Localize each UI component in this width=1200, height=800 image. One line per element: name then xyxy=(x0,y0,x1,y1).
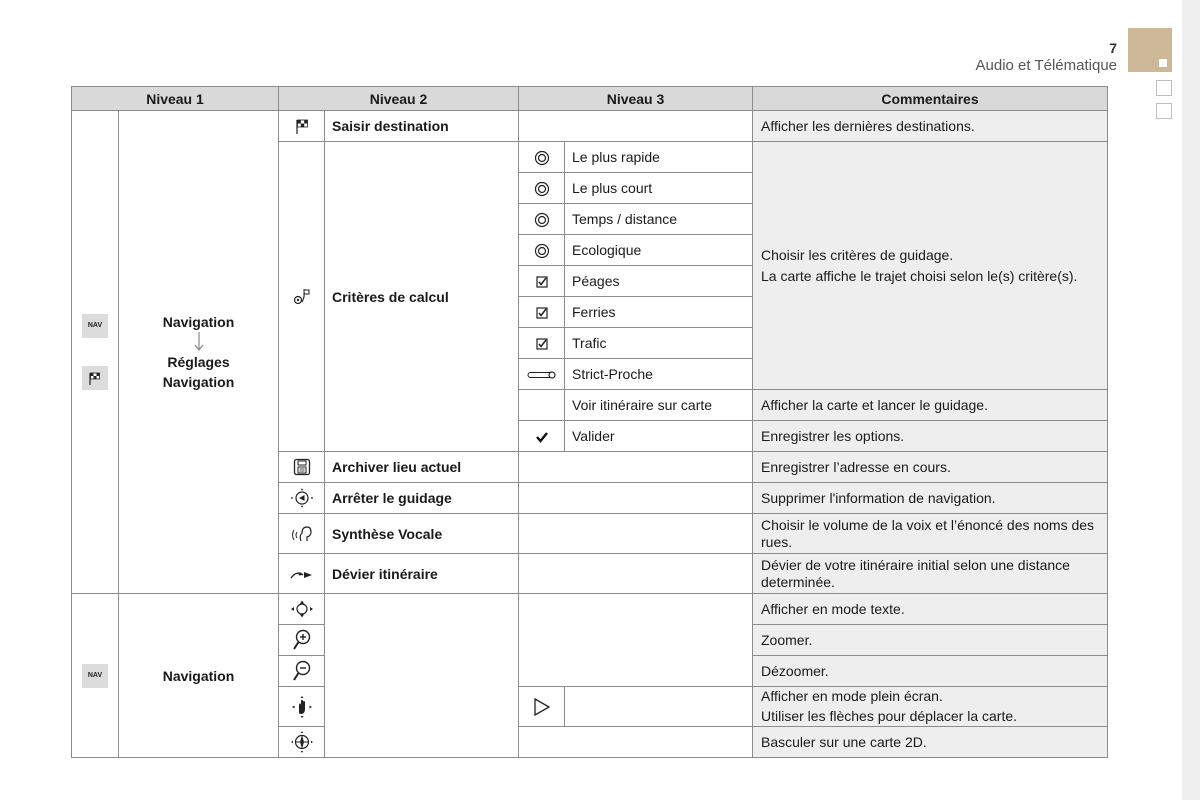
plein-ecran-line2: Utiliser les flèches pour déplacer la carte. xyxy=(761,708,1018,724)
table-header-row xyxy=(72,87,1108,111)
table-row xyxy=(72,111,1108,142)
checkered-flag-icon xyxy=(295,119,309,135)
nav-badge: NAV xyxy=(82,664,108,688)
empty-cell xyxy=(519,554,753,594)
level1-icons xyxy=(72,111,119,594)
table-row xyxy=(72,594,1108,625)
empty-cell xyxy=(519,594,753,687)
archiver-label[interactable]: Archiver lieu actuel xyxy=(325,452,519,483)
zoom-in-icon xyxy=(279,625,325,656)
chapter-tab xyxy=(1128,28,1172,72)
empty-cell xyxy=(519,727,753,758)
stop-guidance-icon xyxy=(279,483,325,514)
criteres-icon-cell xyxy=(279,142,325,452)
level1-navigation-reglages xyxy=(119,111,279,594)
criteres-comment-line2: La carte affiche le trajet choisi selon le(s) critère(s). xyxy=(761,267,1078,284)
checkbox-icon[interactable] xyxy=(519,328,565,359)
option-trafic[interactable]: Trafic xyxy=(565,328,753,359)
slider-icon[interactable] xyxy=(519,359,565,390)
page-number: 7 xyxy=(1109,40,1117,56)
devier-comment: Dévier de votre itinéraire initial selon une distance determinée. xyxy=(753,554,1108,594)
arreter-comment: Supprimer l'information de navigation. xyxy=(753,483,1108,514)
level1-navigation: Navigation xyxy=(119,594,279,758)
criteres-label[interactable]: Critères de calcul xyxy=(325,142,519,452)
option-plus-rapide[interactable]: Le plus rapide xyxy=(565,142,753,173)
empty-cell xyxy=(519,514,753,554)
carte-2d-comment: Basculer sur une carte 2D. xyxy=(753,727,1108,758)
checkbox-icon[interactable] xyxy=(519,266,565,297)
criteres-comment xyxy=(753,142,1108,390)
voir-itineraire-comment: Afficher la carte et lancer le guidage. xyxy=(753,390,1108,421)
synthese-comment: Choisir le volume de la voix et l’énoncé des noms des rues. xyxy=(753,514,1108,554)
move-arrows-icon xyxy=(279,594,325,625)
zoom-in-comment: Zoomer. xyxy=(753,625,1108,656)
compass-icon xyxy=(279,727,325,758)
valider-comment: Enregistrer les options. xyxy=(753,421,1108,452)
checkered-flag-icon xyxy=(82,366,108,390)
texte-comment: Afficher en mode texte. xyxy=(753,594,1108,625)
plein-ecran-comment xyxy=(753,687,1108,727)
checkmark-icon[interactable] xyxy=(519,421,565,452)
zoom-out-icon xyxy=(279,656,325,687)
radio-icon[interactable] xyxy=(519,204,565,235)
voice-icon xyxy=(279,514,325,554)
nav-badge: NAV xyxy=(82,314,108,338)
radio-icon[interactable] xyxy=(519,173,565,204)
save-icon xyxy=(279,452,325,483)
pan-hand-icon xyxy=(279,687,325,727)
level1-label-reglages: Réglages xyxy=(167,354,230,370)
devier-label[interactable]: Dévier itinéraire xyxy=(325,554,519,594)
header-niveau-2: Niveau 2 xyxy=(279,87,519,111)
header-niveau-3: Niveau 3 xyxy=(519,87,753,111)
option-ferries[interactable]: Ferries xyxy=(565,297,753,328)
voir-itineraire-label[interactable]: Voir itinéraire sur carte xyxy=(565,390,753,421)
header-niveau-1: Niveau 1 xyxy=(72,87,279,111)
route-settings-icon xyxy=(292,288,312,306)
radio-icon[interactable] xyxy=(519,235,565,266)
option-peages[interactable]: Péages xyxy=(565,266,753,297)
level1-label-navigation-2: Navigation xyxy=(162,374,235,390)
zoom-out-comment: Dézoomer. xyxy=(753,656,1108,687)
option-temps-distance[interactable]: Temps / distance xyxy=(565,204,753,235)
option-plus-court[interactable]: Le plus court xyxy=(565,173,753,204)
empty-cell xyxy=(519,111,753,142)
level1-icons-2 xyxy=(72,594,119,758)
option-strict-proche[interactable]: Strict-Proche xyxy=(565,359,753,390)
checkbox-icon[interactable] xyxy=(519,297,565,328)
empty-cell xyxy=(519,452,753,483)
chapter-tab-empty xyxy=(1156,80,1172,96)
archiver-comment: Enregistrer l’adresse en cours. xyxy=(753,452,1108,483)
empty-cell xyxy=(565,687,753,727)
plein-ecran-line1: Afficher en mode plein écran. xyxy=(761,688,943,704)
empty-cell xyxy=(519,483,753,514)
detour-icon xyxy=(279,554,325,594)
option-ecologique[interactable]: Ecologique xyxy=(565,235,753,266)
menu-table xyxy=(71,86,1108,758)
header-commentaires: Commentaires xyxy=(753,87,1108,111)
saisir-destination-label[interactable]: Saisir destination xyxy=(325,111,519,142)
saisir-destination-icon-cell xyxy=(279,111,325,142)
saisir-destination-comment: Afficher les dernières destinations. xyxy=(753,111,1108,142)
empty-cell xyxy=(519,390,565,421)
chapter-tab-empty xyxy=(1156,103,1172,119)
play-icon[interactable] xyxy=(519,687,565,727)
arrow-down-icon xyxy=(194,332,204,352)
synthese-label[interactable]: Synthèse Vocale xyxy=(325,514,519,554)
valider-label[interactable]: Valider xyxy=(565,421,753,452)
page-edge-strip xyxy=(1182,0,1200,800)
radio-icon[interactable] xyxy=(519,142,565,173)
arreter-label[interactable]: Arrêter le guidage xyxy=(325,483,519,514)
section-title: Audio et Télématique xyxy=(975,57,1117,74)
level1-label-navigation: Navigation xyxy=(162,314,235,330)
empty-cell xyxy=(325,594,519,758)
criteres-comment-line1: Choisir les critères de guidage. xyxy=(761,246,954,263)
